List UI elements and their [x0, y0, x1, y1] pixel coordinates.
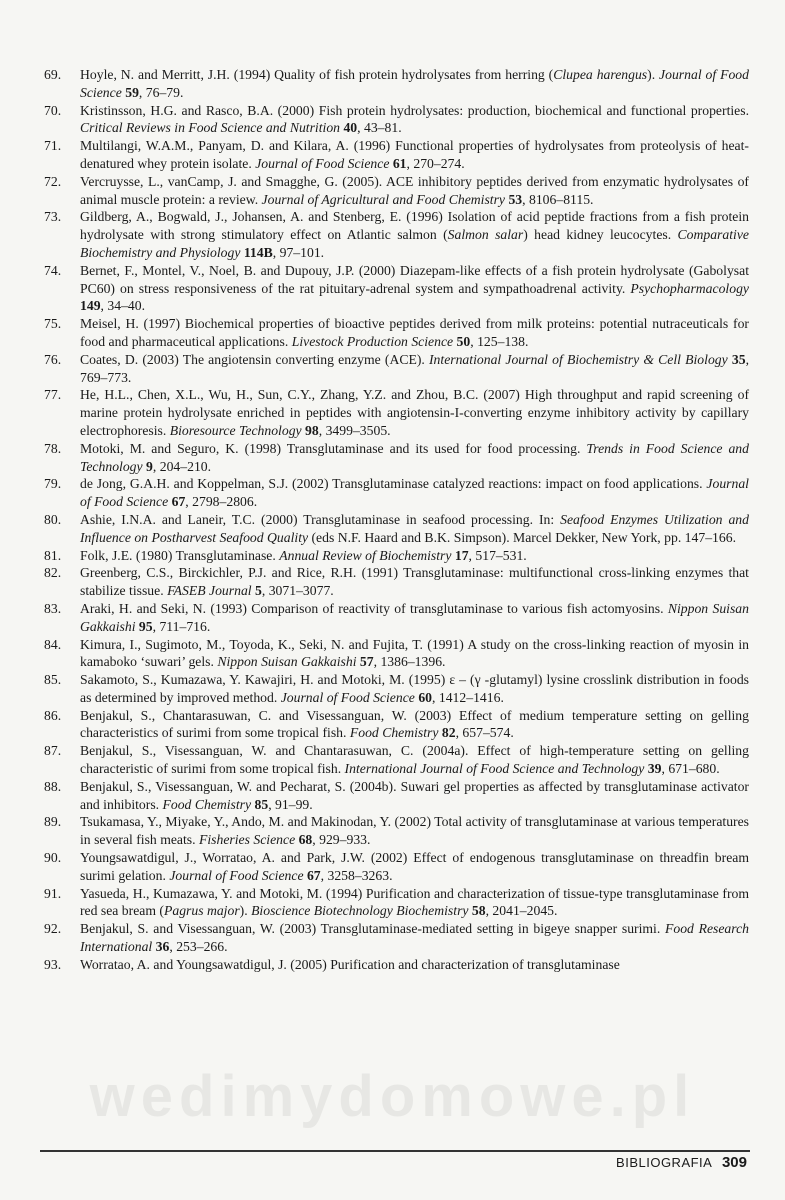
reference-number: 87.: [44, 743, 62, 759]
reference-number: 92.: [44, 921, 62, 937]
text-segment: , 3071–3077.: [261, 583, 334, 599]
reference-text: [80, 386, 749, 439]
italic-segment: Fisheries Science: [198, 832, 296, 848]
text-segment: Benjakul, S., Chantarasuwan, C. and Visessanguan, W. (2003) Effect of medium temperature setting on gelling characteristics of surimi from some tropical fish.: [80, 707, 749, 741]
reference-item: [44, 137, 749, 173]
reference-text: [80, 849, 749, 885]
footer-section-label: BIBLIOGRAFIA: [616, 1155, 713, 1170]
reference-text: [80, 885, 749, 921]
reference-text: [80, 208, 749, 261]
italic-segment: Bioresource Technology: [169, 422, 302, 438]
volume-number: 59: [125, 84, 139, 100]
text-segment: Worratao, A. and Youngsawatdigul, J. (2005) Purification and characterization of transglutaminase: [80, 956, 620, 972]
reference-item: [44, 475, 749, 511]
reference-number: 70.: [44, 102, 62, 118]
text-segment: , 517–531.: [468, 547, 527, 563]
reference-text: [80, 511, 749, 547]
reference-item: [44, 920, 749, 956]
text-segment: , 34–40.: [100, 298, 146, 314]
reference-text: [80, 636, 749, 672]
text-segment: , 1386–1396.: [373, 654, 446, 670]
italic-segment: Trends in Food Science and Technology: [80, 440, 749, 474]
text-segment: , 3258–3263.: [320, 867, 393, 883]
reference-item: [44, 600, 749, 636]
text-segment: , 3499–3505.: [318, 422, 391, 438]
italic-segment: Journal of Food Science: [280, 689, 415, 705]
italic-segment: Journal of Food Science: [80, 67, 749, 100]
text-segment: Greenberg, C.S., Birckichler, P.J. and Rice, R.H. (1991) Transglutaminase: multifunctional cross-linking enzymes that stabilize tissue.: [80, 565, 749, 599]
volume-number: 53: [508, 191, 523, 207]
reference-text: [80, 778, 749, 814]
reference-item: [44, 813, 749, 849]
text-segment: Yasueda, H., Kumazawa, Y. and Motoki, M. (1994) Purification and characterization of tissue-type transglutaminase from red sea bream (: [80, 885, 749, 919]
text-segment: , 711–716.: [152, 618, 211, 634]
volume-number: 114B: [243, 244, 273, 260]
reference-number: 72.: [44, 173, 62, 189]
reference-text: [80, 813, 749, 849]
reference-item: [44, 511, 749, 547]
text-segment: Motoki, M. and Seguro, K. (1998) Transglutaminase and its used for food processing.: [80, 440, 587, 456]
italic-segment: Critical Reviews in Food Science and Nutrition: [80, 120, 341, 136]
italic-segment: Journal of Food Science: [80, 476, 749, 510]
italic-segment: International Journal of Food Science and Technology: [344, 761, 645, 777]
text-segment: Araki, H. and Seki, N. (1993) Comparison of reactivity of transglutaminase to various fish actomyosins.: [80, 600, 668, 616]
reference-number: 74.: [44, 262, 62, 278]
text-segment: Hoyle, N. and Merritt, J.H. (1994) Quality of fish protein hydrolysates from herring (: [80, 67, 554, 82]
reference-number: 69.: [44, 67, 62, 82]
reference-item: [44, 315, 749, 351]
reference-item: [44, 102, 749, 138]
text-segment: Ashie, I.N.A. and Laneir, T.C. (2000) Transglutaminase in seafood processing. In:: [80, 511, 561, 527]
reference-text: [80, 920, 749, 956]
page-number: 309: [721, 1154, 747, 1171]
volume-number: 67: [171, 494, 186, 510]
reference-number: 71.: [44, 138, 62, 154]
text-segment: Multilangi, W.A.M., Panyam, D. and Kilara, A. (1996) Functional properties of hydrolysates from proteolysis of heat-denatured whey protein isolate.: [80, 138, 749, 171]
reference-number: 83.: [44, 600, 62, 616]
italic-segment: Clupea harengus: [553, 67, 648, 82]
volume-number: 60: [418, 689, 432, 705]
reference-text: [80, 351, 749, 387]
italic-segment: Annual Review of Biochemistry: [279, 547, 452, 563]
text-segment: , 204–210.: [152, 458, 212, 474]
text-segment: , 657–574.: [455, 725, 514, 741]
text-segment: Sakamoto, S., Kumazawa, Y. Kawajiri, H. and Motoki, M. (1995) ε – (γ -glutamyl) lysine crosslink distribution in foods as determined by improved method.: [80, 672, 749, 705]
reference-text: [80, 262, 749, 315]
volume-number: 50: [456, 333, 471, 349]
volume-number: 9: [146, 458, 153, 474]
reference-item: [44, 956, 749, 974]
italic-segment: Pagrus major: [163, 903, 240, 919]
reference-number: 86.: [44, 707, 62, 723]
text-segment: Youngsawatdigul, J., Worratao, A. and Park, J.W. (2002) Effect of endogenous transglutaminase on threadfin bream surimi gelation.: [80, 850, 749, 883]
text-segment: Benjakul, S., Visessanguan, W. and Pecharat, S. (2004b). Suwari gel properties as affected by transglutaminase activator and inhibitors.: [80, 778, 749, 812]
text-segment: , 2041–2045.: [485, 903, 558, 919]
volume-number: 68: [298, 832, 313, 848]
italic-segment: Food Chemistry: [349, 725, 439, 741]
reference-item: [44, 885, 749, 921]
reference-text: [80, 137, 749, 173]
text-segment: , 91–99.: [268, 796, 313, 812]
reference-number: 88.: [44, 778, 62, 794]
text-segment: , 76–79.: [138, 84, 184, 100]
volume-number: 35: [731, 351, 746, 367]
reference-text: [80, 102, 749, 138]
volume-number: 36: [155, 939, 170, 955]
text-segment: , 97–101.: [272, 244, 325, 260]
text-segment: Gildberg, A., Bogwald, J., Johansen, A. and Stenberg, E. (1996) Isolation of acid peptide fractions from a fish protein hydrolysate with strong stimulatory effect on Atlantic salmon (: [80, 209, 749, 243]
reference-number: 76.: [44, 351, 62, 367]
reference-text: [80, 173, 749, 209]
reference-item: [44, 742, 749, 778]
reference-text: [80, 956, 749, 974]
italic-segment: Journal of Agricultural and Food Chemistry: [261, 191, 506, 207]
reference-text: [80, 707, 749, 743]
text-segment: , 270–274.: [406, 155, 465, 171]
text-segment: He, H.L., Chen, X.L., Wu, H., Sun, C.Y., Zhang, Y.Z. and Zhou, B.C. (2007) High throughput and rapid screening of marine protein hydrolysate enriched in peptides with angiotensin-I-converting enzyme inhibitory activity by capillary electrophoresis.: [80, 387, 749, 438]
text-segment: , 43–81.: [357, 120, 402, 136]
reference-item: [44, 778, 749, 814]
reference-text: [80, 671, 749, 707]
page-footer: [616, 1154, 747, 1171]
reference-number: 79.: [44, 476, 62, 492]
volume-number: 5: [255, 583, 262, 599]
text-segment: Kimura, I., Sugimoto, M., Toyoda, K., Seki, N. and Fujita, T. (1991) A study on the cross-linking reaction of myosin in kamaboko ‘suwari’ gels.: [80, 636, 749, 670]
text-segment: Folk, J.E. (1980) Transglutaminase.: [80, 547, 280, 563]
volume-number: 82: [441, 725, 456, 741]
italic-segment: Livestock Production Science: [291, 333, 454, 349]
reference-item: [44, 707, 749, 743]
text-segment: Vercruysse, L., vanCamp, J. and Smagghe, G. (2005). ACE inhibitory peptides derived from enzymatic hydrolysates of animal muscle protein: a review.: [80, 173, 749, 207]
volume-number: 67: [306, 867, 321, 883]
reference-text: [80, 315, 749, 351]
italic-segment: Comparative Biochemistry and Physiology: [80, 227, 749, 260]
text-segment: Tsukamasa, Y., Miyake, Y., Ando, M. and Makinodan, Y. (2002) Total activity of transglutaminase at various temperatures in several fish meats.: [80, 814, 749, 848]
reference-text: [80, 66, 749, 102]
reference-item: [44, 547, 749, 565]
reference-number: 85.: [44, 672, 62, 688]
reference-item: [44, 66, 749, 102]
volume-number: 95: [138, 618, 153, 634]
italic-segment: International Journal of Biochemistry & Cell Biology: [428, 351, 728, 367]
reference-text: [80, 475, 749, 511]
text-segment: ).: [239, 903, 252, 919]
footer-rule: [40, 1150, 750, 1152]
text-segment: , 769–773.: [80, 351, 749, 385]
text-segment: , 8106–8115.: [522, 191, 594, 207]
reference-item: [44, 262, 749, 315]
reference-text: [80, 742, 749, 778]
italic-segment: FASEB Journal: [167, 583, 252, 599]
italic-segment: Bioscience Biotechnology Biochemistry: [251, 903, 469, 919]
volume-number: 39: [647, 761, 662, 777]
reference-number: 73.: [44, 209, 62, 225]
text-segment: Kristinsson, H.G. and Rasco, B.A. (2000) Fish protein hydrolysates: production, biochemical and functional properties.: [80, 102, 749, 118]
volume-number: 17: [454, 547, 469, 563]
volume-number: 98: [305, 422, 319, 438]
text-segment: Bernet, F., Montel, V., Noel, B. and Dupouy, J.P. (2000) Diazepam-like effects of a fish protein hydrolysate (Gabolysat PC60) on stress responsiveness of the rat pituitary-adrenal system and sympathoadrenal activity.: [80, 262, 749, 296]
reference-number: 91.: [44, 885, 62, 901]
volume-number: 85: [254, 796, 269, 812]
volume-number: 58: [471, 903, 486, 919]
text-segment: Coates, D. (2003) The angiotensin converting enzyme (ACE).: [80, 351, 429, 367]
italic-segment: Food Chemistry: [162, 796, 252, 812]
reference-item: [44, 440, 749, 476]
italic-segment: Nippon Suisan Gakkaishi: [80, 600, 749, 634]
reference-item: [44, 671, 749, 707]
reference-text: [80, 547, 749, 565]
text-segment: , 253–266.: [169, 939, 228, 955]
reference-item: [44, 208, 749, 261]
reference-text: [80, 440, 749, 476]
reference-number: 89.: [44, 814, 62, 830]
italic-segment: Nippon Suisan Gakkaishi: [217, 654, 357, 670]
reference-number: 77.: [44, 387, 62, 403]
volume-number: 40: [343, 120, 358, 136]
italic-segment: Food Research International: [80, 921, 750, 955]
volume-number: 149: [80, 298, 101, 314]
italic-segment: Salmon salar: [447, 227, 524, 243]
volume-number: 61: [392, 155, 407, 171]
text-segment: de Jong, G.A.H. and Koppelman, S.J. (2002) Transglutaminase catalyzed reactions: impact on food applications.: [80, 476, 707, 492]
reference-number: 82.: [44, 565, 62, 581]
reference-text: [80, 600, 749, 636]
text-segment: ).: [647, 67, 660, 82]
italic-segment: Journal of Food Science: [169, 867, 304, 883]
reference-item: [44, 386, 749, 439]
reference-number: 80.: [44, 511, 62, 527]
volume-number: 57: [359, 654, 374, 670]
reference-number: 78.: [44, 440, 62, 456]
reference-item: [44, 564, 749, 600]
text-segment: , 2798–2806.: [185, 494, 258, 510]
text-segment: Benjakul, S. and Visessanguan, W. (2003) Transglutaminase-mediated setting in bigeye snapper surimi.: [80, 921, 665, 937]
text-segment: Benjakul, S., Visessanguan, W. and Chantarasuwan, C. (2004a). Effect of high-temperature setting on gelling characteristic of surimi from some tropical fish.: [80, 743, 749, 777]
text-segment: ) head kidney leucocytes.: [523, 227, 678, 243]
reference-number: 81.: [44, 547, 62, 563]
italic-segment: Psychopharmacology: [630, 280, 749, 296]
text-segment: , 671–680.: [661, 761, 720, 777]
text-segment: (eds N.F. Haard and B.K. Simpson). Marcel Dekker, New York, pp. 147–166.: [308, 529, 737, 545]
text-segment: , 1412–1416.: [432, 689, 504, 705]
reference-number: 75.: [44, 316, 62, 332]
text-segment: Meisel, H. (1997) Biochemical properties of bioactive peptides derived from milk proteins: potential nutraceuticals for food and pharmaceutical applications.: [80, 316, 749, 349]
text-segment: , 929–933.: [312, 832, 371, 848]
italic-segment: Seafood Enzymes Utilization and Influence on Postharvest Seafood Quality: [80, 511, 749, 545]
reference-item: [44, 351, 749, 387]
reference-list: [44, 66, 749, 974]
reference-item: [44, 849, 749, 885]
reference-text: [80, 564, 749, 600]
italic-segment: Journal of Food Science: [255, 155, 390, 171]
reference-number: 84.: [44, 636, 62, 652]
reference-item: [44, 636, 749, 672]
watermark: wedimydomowe.pl: [89, 1064, 696, 1129]
reference-number: 90.: [44, 850, 62, 866]
reference-number: 93.: [44, 956, 62, 972]
text-segment: , 125–138.: [470, 333, 529, 349]
reference-item: [44, 173, 749, 209]
